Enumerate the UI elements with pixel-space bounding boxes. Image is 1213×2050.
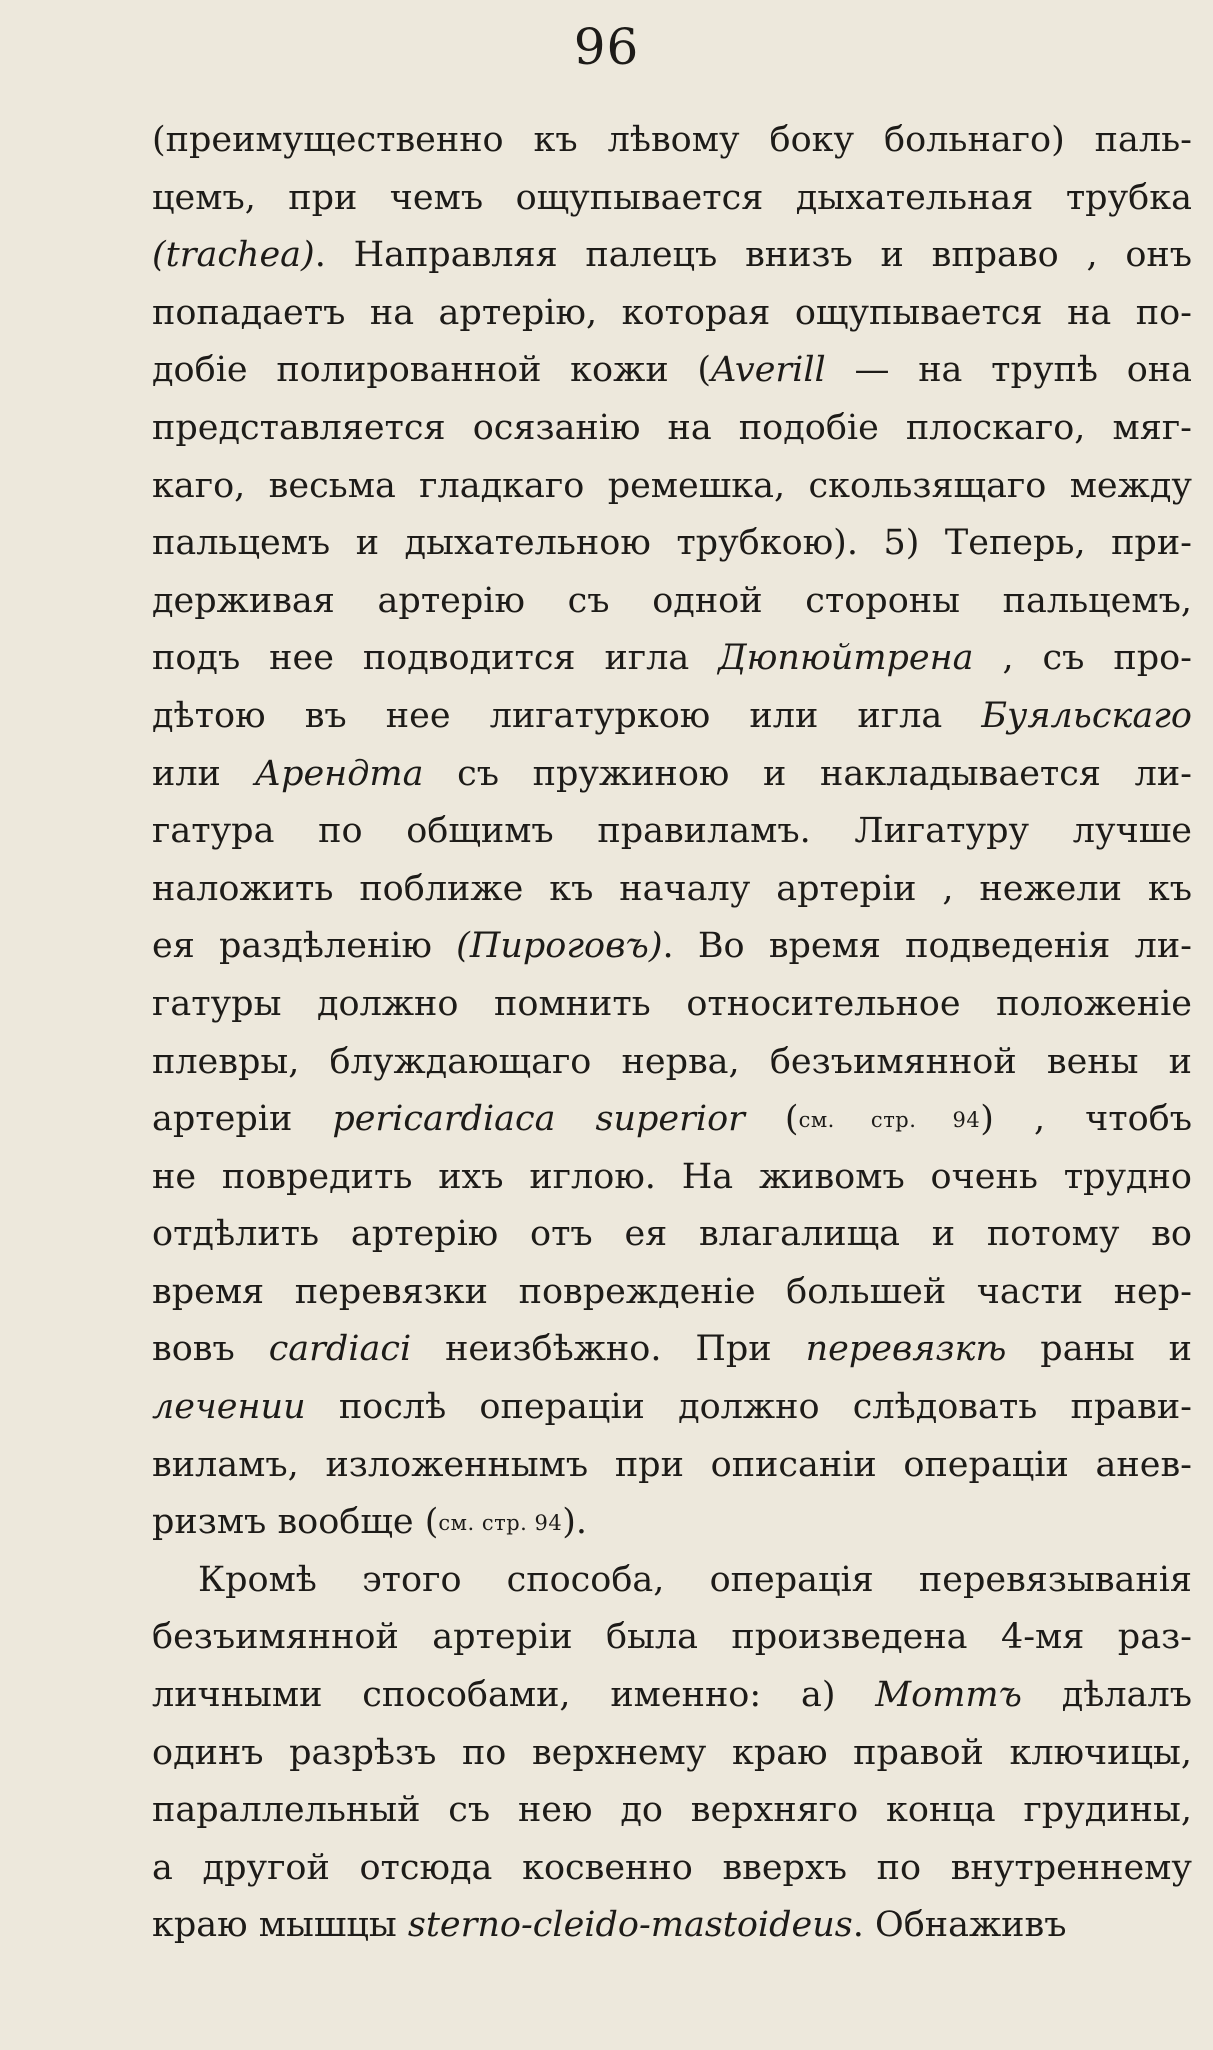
text-run: виламъ, изложеннымъ при описаніи операціи анев- bbox=[152, 1444, 1192, 1485]
text-run: ) , чтобъ bbox=[980, 1099, 1192, 1140]
text-line bbox=[152, 803, 1192, 861]
text-run: (преимущественно къ лѣвому боку больнаго) паль- bbox=[152, 120, 1192, 160]
text-run: . Обнаживъ bbox=[852, 1905, 1067, 1946]
text-line bbox=[152, 1264, 1192, 1322]
text-line bbox=[152, 1494, 1192, 1552]
text-line bbox=[152, 227, 1192, 285]
text-line bbox=[152, 1034, 1192, 1092]
text-run: а другой отсюда косвенно вверхъ по внутреннему bbox=[152, 1847, 1192, 1888]
body-text bbox=[152, 112, 1192, 1955]
italic-run: pericardiaca superior bbox=[332, 1099, 745, 1140]
text-run: ея раздѣленію bbox=[152, 926, 457, 967]
text-line bbox=[152, 1149, 1192, 1207]
paragraph-1 bbox=[152, 112, 1192, 1552]
text-run: параллельный съ нею до верхняго конца грудины, bbox=[152, 1790, 1192, 1831]
text-line bbox=[152, 918, 1192, 976]
text-line bbox=[152, 630, 1192, 688]
italic-run: Дюпюйтрена bbox=[718, 638, 974, 679]
text-run: личными способами, именно: а) bbox=[152, 1675, 876, 1716]
page-reference: см. стр. 94 bbox=[798, 1108, 981, 1133]
text-run: держивая артерію съ одной стороны пальцемъ, bbox=[152, 580, 1192, 621]
text-run: пальцемъ и дыхательною трубкою). 5) Теперь, при- bbox=[152, 523, 1192, 564]
text-run: безъимянной артеріи была произведена 4-мя раз- bbox=[152, 1617, 1192, 1658]
text-run: цемъ, при чемъ ощупывается дыхательная трубка bbox=[152, 177, 1192, 218]
text-run: краю мышцы bbox=[152, 1905, 408, 1946]
text-line bbox=[152, 976, 1192, 1034]
text-run: ). bbox=[562, 1502, 588, 1543]
italic-run: перевязкѣ bbox=[805, 1329, 1007, 1370]
text-line bbox=[152, 1552, 1192, 1610]
text-run: неизбѣжно. При bbox=[411, 1329, 806, 1370]
text-run: не повредить ихъ иглою. На живомъ очень трудно bbox=[152, 1156, 1192, 1197]
text-run: гатуры должно помнить относительное положеніе bbox=[152, 983, 1192, 1024]
text-run: представляется осязанію на подобіе плоскаго, мяг- bbox=[152, 407, 1192, 448]
text-line bbox=[152, 112, 1192, 170]
text-run: раны и bbox=[1006, 1329, 1192, 1370]
text-line bbox=[152, 861, 1192, 919]
italic-run: лечении bbox=[152, 1387, 306, 1428]
text-line bbox=[152, 1897, 1192, 1955]
text-run: ( bbox=[744, 1099, 799, 1140]
text-run: . Направляя палецъ внизъ и вправо , онъ bbox=[314, 235, 1192, 276]
text-run: — на трупѣ она bbox=[825, 350, 1192, 391]
text-run: ризмъ вообще ( bbox=[152, 1502, 439, 1543]
text-run: дѣтою въ нее лигатуркою или игла bbox=[152, 695, 982, 736]
text-run: , съ про- bbox=[973, 638, 1192, 679]
text-run: каго, весьма гладкаго ремешка, скользящаго между bbox=[152, 465, 1192, 506]
text-line bbox=[152, 1437, 1192, 1495]
italic-run: (trachea) bbox=[152, 235, 315, 276]
text-run: отдѣлить артерію отъ ея влагалища и потому во bbox=[152, 1214, 1192, 1255]
text-line bbox=[152, 458, 1192, 516]
text-run: или bbox=[152, 753, 255, 794]
italic-run: sterno-cleido-mastoideus bbox=[407, 1905, 853, 1946]
text-run: вовъ bbox=[152, 1329, 269, 1370]
text-run: дѣлалъ bbox=[1021, 1675, 1192, 1716]
text-run: попадаетъ на артерію, которая ощупывается на по- bbox=[152, 292, 1192, 333]
text-line bbox=[152, 1206, 1192, 1264]
text-line bbox=[152, 1609, 1192, 1667]
text-line bbox=[152, 1321, 1192, 1379]
text-run: Кромѣ этого способа, операція перевязыванія bbox=[198, 1559, 1192, 1600]
text-run: артеріи bbox=[152, 1099, 333, 1140]
text-run: подъ нее подводится игла bbox=[152, 638, 719, 679]
paragraph-2 bbox=[152, 1552, 1192, 1955]
page-number: 96 bbox=[573, 18, 640, 76]
page-reference: см. стр. 94 bbox=[438, 1511, 563, 1536]
text-run: послѣ операціи должно слѣдовать прави- bbox=[305, 1387, 1192, 1428]
text-run: наложить поближе къ началу артеріи , нежели къ bbox=[152, 868, 1192, 909]
text-line bbox=[152, 1379, 1192, 1437]
text-line bbox=[152, 573, 1192, 631]
text-line bbox=[152, 1782, 1192, 1840]
text-line bbox=[152, 285, 1192, 343]
text-run: плевры, блуждающаго нерва, безъимянной вены и bbox=[152, 1041, 1192, 1082]
italic-run: Арендта bbox=[254, 753, 424, 794]
text-line bbox=[152, 400, 1192, 458]
text-run: съ пружиною и накладывается ли- bbox=[423, 753, 1192, 794]
text-line bbox=[152, 746, 1192, 804]
text-line bbox=[152, 342, 1192, 400]
italic-run: Averill bbox=[711, 350, 826, 391]
italic-run: (Пироговъ) bbox=[456, 926, 663, 967]
text-run: добіе полированной кожи ( bbox=[152, 350, 712, 391]
text-run: время перевязки поврежденіе большей части нер- bbox=[152, 1271, 1192, 1312]
text-run: одинъ разрѣзъ по верхнему краю правой ключицы, bbox=[152, 1732, 1192, 1773]
text-run: . Во время подведенія ли- bbox=[662, 926, 1192, 967]
text-line bbox=[152, 1091, 1192, 1149]
text-line bbox=[152, 515, 1192, 573]
text-line bbox=[152, 688, 1192, 746]
italic-run: Буяльскаго bbox=[981, 695, 1192, 736]
text-run: гатура по общимъ правиламъ. Лигатуру лучше bbox=[152, 811, 1192, 852]
text-line bbox=[152, 1840, 1192, 1898]
italic-run: cardiaci bbox=[268, 1329, 412, 1370]
italic-run: Моттъ bbox=[875, 1675, 1022, 1716]
text-line bbox=[152, 1667, 1192, 1725]
text-line bbox=[152, 170, 1192, 228]
text-line bbox=[152, 1725, 1192, 1783]
